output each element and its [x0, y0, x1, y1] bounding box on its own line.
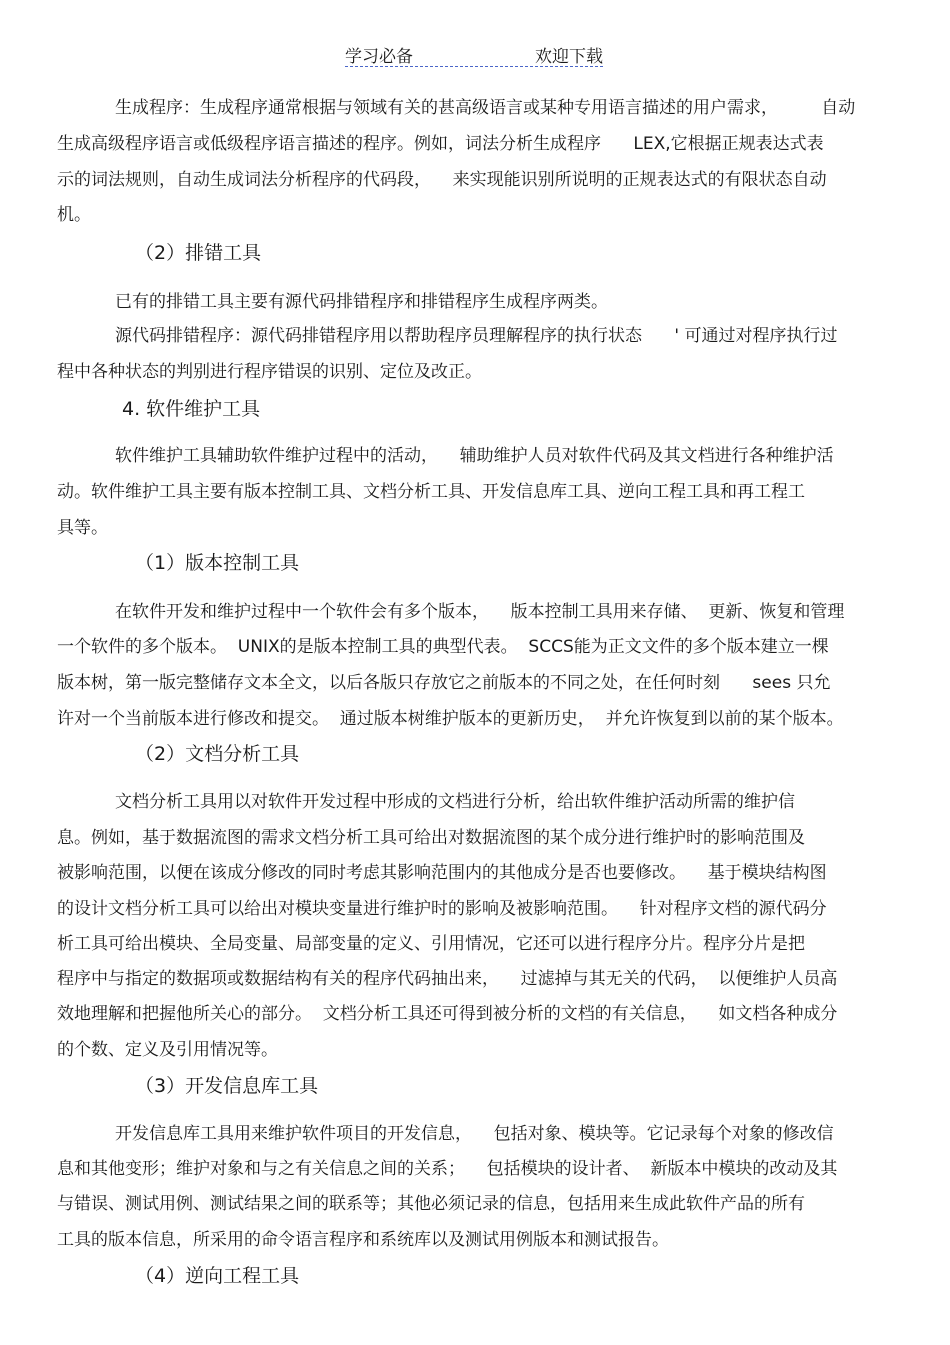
section-heading: （1）版本控制工具	[135, 552, 300, 574]
paragraph-line: 源代码排错程序：源代码排错程序用以帮助程序员理解程序的执行状态 ' 可通过对程序执行过	[115, 326, 838, 346]
paragraph-line: 开发信息库工具用来维护软件项目的开发信息， 包括对象、模块等。它记录每个对象的修改信	[115, 1124, 834, 1144]
paragraph-line: 的设计文档分析工具可以给出对模块变量进行维护时的影响及被影响范围。 针对程序文档的源代码分	[57, 899, 827, 919]
page-header	[345, 42, 603, 67]
section-heading: （2）文档分析工具	[135, 743, 300, 765]
paragraph-line: 效地理解和把握他所关心的部分。 文档分析工具还可得到被分析的文档的有关信息， 如文档各种成分	[57, 1004, 838, 1024]
paragraph-line: 工具的版本信息，所采用的命令语言程序和系统库以及测试用例版本和测试报告。	[57, 1230, 669, 1250]
paragraph-line: 文档分析工具用以对软件开发过程中形成的文档进行分析，给出软件维护活动所需的维护信	[115, 792, 795, 812]
section-heading: 4. 软件维护工具	[122, 398, 261, 420]
paragraph-line: 程中各种状态的判别进行程序错误的识别、定位及改正。	[57, 362, 482, 382]
section-heading: （4）逆向工程工具	[135, 1265, 300, 1287]
paragraph-line: 与错误、测试用例、测试结果之间的联系等；其他必须记录的信息，包括用来生成此软件产品的所有	[57, 1194, 805, 1214]
paragraph-line: 许对一个当前版本进行修改和提交。 通过版本树维护版本的更新历史， 并允许恢复到以前的某个版本。	[57, 709, 844, 729]
paragraph-line: 动。软件维护工具主要有版本控制工具、文档分析工具、开发信息库工具、逆向工程工具和再工程工	[57, 482, 805, 502]
paragraph-line: 息和其他变形；维护对象和与之有关信息之间的关系； 包括模块的设计者、 新版本中模块的改动及其	[57, 1159, 838, 1179]
section-heading: （3）开发信息库工具	[135, 1075, 319, 1097]
paragraph-line: 已有的排错工具主要有源代码排错程序和排错程序生成程序两类。	[115, 292, 608, 312]
section-heading: （2）排错工具	[135, 242, 262, 264]
paragraph-line: 程序中与指定的数据项或数据结构有关的程序代码抽出来， 过滤掉与其无关的代码， 以便维护人员高	[57, 969, 838, 989]
paragraph-line: 的个数、定义及引用情况等。	[57, 1040, 278, 1060]
paragraph-line: 具等。	[57, 518, 108, 538]
paragraph-line: 版本树，第一版完整储存文本全文，以后各版只存放它之前版本的不同之处，在任何时刻 sees 只允	[57, 673, 831, 693]
paragraph-line: 示的词法规则，自动生成词法分析程序的代码段， 来实现能识别所说明的正规表达式的有限状态自动	[57, 170, 827, 190]
paragraph-line: 生成高级程序语言或低级程序语言描述的程序。例如，词法分析生成程序 LEX,它根据正规表达式表	[57, 134, 824, 154]
paragraph-line: 息。例如，基于数据流图的需求文档分析工具可给出对数据流图的某个成分进行维护时的影响范围及	[57, 828, 805, 848]
paragraph-line: 在软件开发和维护过程中一个软件会有多个版本， 版本控制工具用来存储、 更新、恢复和管理	[115, 602, 845, 622]
paragraph-line: 一个软件的多个版本。 UNIX的是版本控制工具的典型代表。 SCCS能为正文文件的多个版本建立一棵	[57, 637, 829, 657]
paragraph-line: 机。	[57, 205, 91, 225]
paragraph-line: 软件维护工具辅助软件维护过程中的活动， 辅助维护人员对软件代码及其文档进行各种维护活	[115, 446, 834, 466]
paragraph-line: 析工具可给出模块、全局变量、局部变量的定义、引用情况，它还可以进行程序分片。程序分片是把	[57, 934, 805, 954]
paragraph-line: 生成程序：生成程序通常根据与领域有关的甚高级语言或某种专用语言描述的用户需求， 自动	[115, 98, 856, 118]
header-right-text: 欢迎下载	[535, 47, 603, 67]
paragraph-line: 被影响范围，以便在该成分修改的同时考虑其影响范围内的其他成分是否也要修改。 基于模块结构图	[57, 863, 827, 883]
header-left-text: 学习必备	[345, 47, 413, 67]
